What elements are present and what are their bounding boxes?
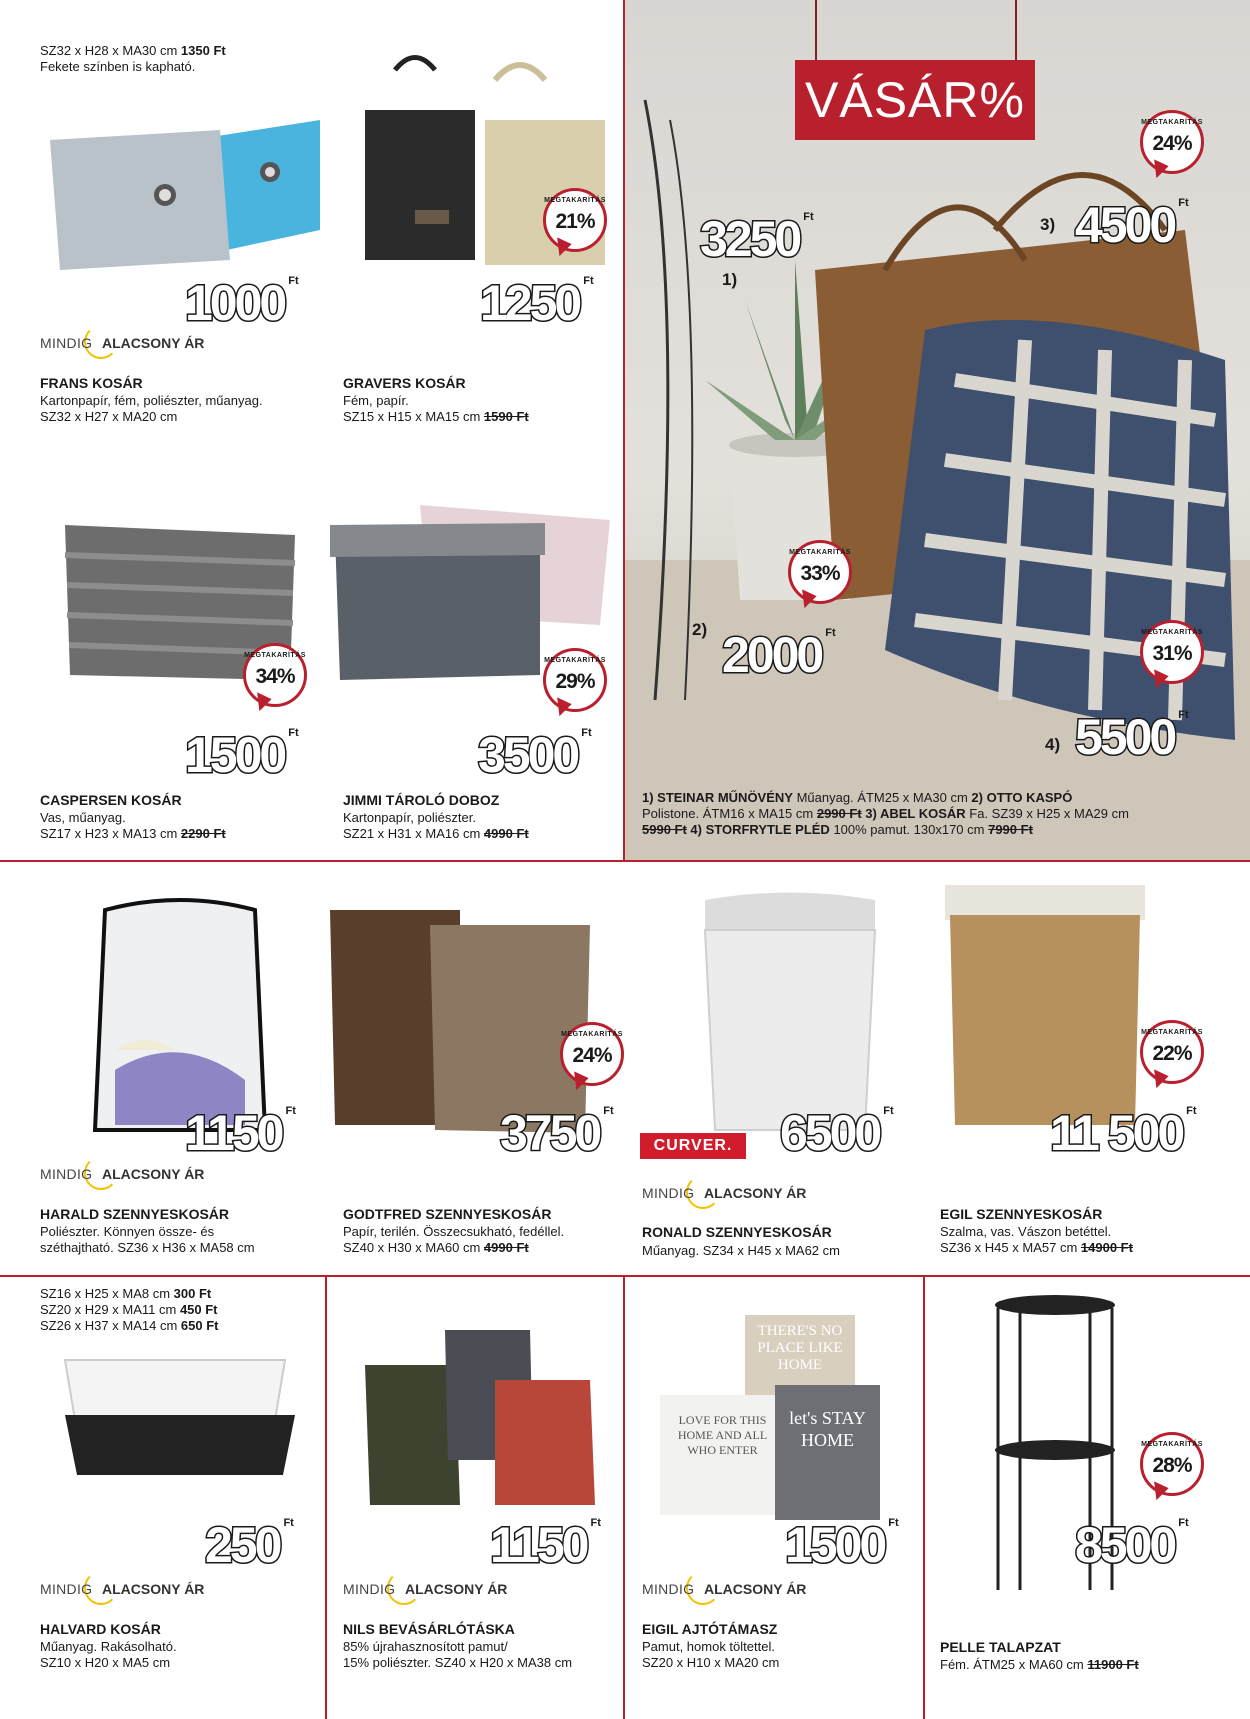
- badge-feature-4: MEGTAKARÍTÁS 31%: [1140, 620, 1204, 690]
- feature-num-2: 2): [692, 620, 708, 639]
- divider-bottom-vertical-1: [325, 1275, 327, 1719]
- badge-caspersen: MEGTAKARÍTÁS 34%: [243, 643, 307, 713]
- banner-string-right: [1015, 0, 1017, 60]
- divider-horizontal-2: [0, 1275, 1250, 1277]
- badge-godtfred: MEGTAKARÍTÁS 24%: [560, 1022, 624, 1092]
- price-feature-1: 3250 $^{Ft}$: [700, 211, 814, 267]
- nils-image: [345, 1290, 605, 1510]
- badge-pelle: MEGTAKARÍTÁS 28%: [1140, 1432, 1204, 1502]
- harald-title: HARALD SZENNYESKOSÁR: [40, 1206, 230, 1222]
- feature-num-1: 1): [722, 270, 738, 289]
- eigil-pillow-back: THERE'S NO PLACE LIKE HOME: [745, 1315, 855, 1435]
- halvard-title: HALVARD KOSÁR: [40, 1621, 161, 1637]
- eigil-image: [650, 1310, 910, 1525]
- sale-banner-percent: %: [979, 72, 1025, 128]
- price-feature-4: 5500 $^{Ft}$: [1075, 709, 1189, 765]
- sale-banner-text: VÁSÁR: [805, 72, 980, 128]
- price-harald: 1150 $^{Ft}$: [185, 1105, 296, 1161]
- jimmi-title: JIMMI TÁROLÓ DOBOZ: [343, 792, 500, 808]
- badge-egil: MEGTAKARÍTÁS 22%: [1140, 1020, 1204, 1090]
- price-eigil: 1500 $^{Ft}$: [785, 1517, 899, 1573]
- egil-desc: Szalma, vas. Vászon betéttel. SZ36 x H45 x MA57 cm 14900 Ft: [940, 1224, 1133, 1255]
- banner-string-left: [815, 0, 817, 60]
- frans-desc: Kartonpapír, fém, poliészter, műanyag. SZ32 x H27 x MA20 cm: [40, 393, 263, 424]
- divider-bottom-vertical-3: [923, 1275, 925, 1719]
- eigil-desc: Pamut, homok töltettel. SZ20 x H10 x MA20 cm: [642, 1639, 780, 1670]
- pelle-desc: Fém. ÁTM25 x MA60 cm 11900 Ft: [940, 1657, 1139, 1672]
- godtfred-title: GODTFRED SZENNYESKOSÁR: [343, 1206, 552, 1222]
- price-godtfred: 3750 $^{Ft}$: [500, 1105, 614, 1161]
- badge-feature-2: MEGTAKARÍTÁS 33%: [788, 540, 852, 610]
- feature-num-4: 4): [1045, 735, 1061, 754]
- price-frans: 1000 $^{Ft}$: [185, 275, 299, 331]
- price-gravers: 1250 $^{Ft}$: [480, 275, 594, 331]
- gravers-desc: Fém, papír. SZ15 x H15 x MA15 cm 1590 Ft: [343, 393, 529, 424]
- divider-horizontal-1: [0, 860, 1250, 862]
- nils-title: NILS BEVÁSÁRLÓTÁSKA: [343, 1621, 515, 1637]
- harald-desc: Poliészter. Könnyen össze- és széthajtható. SZ36 x H36 x MA58 cm: [40, 1224, 255, 1255]
- feature-caption: 1) STEINAR MŰNÖVÉNY Műanyag. ÁTM25 x MA30 cm 2) OTTO KASPÓ Polistone. ÁTM16 x MA15 cm 2990 Ft 3) ABEL KOSÁR Fa. SZ39 x H25 x MA29 cm 5990 Ft 4) STORFRYTLE PLÉD 100% pamut. 130x170 cm 7990 Ft: [642, 790, 1129, 837]
- caspersen-title: CASPERSEN KOSÁR: [40, 792, 182, 808]
- ronald-desc: Műanyag. SZ34 x H45 x MA62 cm: [642, 1243, 840, 1258]
- gravers-title: GRAVERS KOSÁR: [343, 375, 466, 391]
- badge-jimmi: MEGTAKARÍTÁS 29%: [543, 648, 607, 718]
- price-ronald: 6500 $^{Ft}$: [780, 1105, 894, 1161]
- price-feature-3: 4500 $^{Ft}$: [1075, 197, 1189, 253]
- sale-banner: [795, 60, 1035, 140]
- nils-desc: 85% újrahasznosított pamut/ 15% poliészter. SZ40 x H20 x MA38 cm: [343, 1639, 573, 1670]
- egil-image: [940, 880, 1150, 1130]
- frans-image: [40, 110, 330, 270]
- frans-header: SZ32 x H28 x MA30 cm 1350 Ft Fekete színben is kapható.: [40, 43, 226, 74]
- curver-logo: CURVER.: [640, 1133, 746, 1159]
- godtfred-desc: Papír, terilén. Összecsukható, fedéllel. SZ40 x H30 x MA60 cm 4990 Ft: [343, 1224, 565, 1255]
- price-halvard: 250 $^{Ft}$: [205, 1517, 294, 1573]
- pelle-title: PELLE TALAPZAT: [940, 1639, 1061, 1655]
- halvard-image: [55, 1350, 300, 1480]
- price-caspersen: 1500 $^{Ft}$: [185, 727, 299, 783]
- divider-bottom-vertical-2: [623, 1275, 625, 1719]
- frans-title: FRANS KOSÁR: [40, 375, 143, 391]
- egil-title: EGIL SZENNYESKOSÁR: [940, 1206, 1103, 1222]
- badge-gravers: MEGTAKARÍTÁS 21%: [543, 188, 607, 258]
- price-egil: 11 500 $^{Ft}$: [1050, 1105, 1197, 1161]
- ronald-image: [690, 890, 890, 1140]
- price-jimmi: 3500 $^{Ft}$: [478, 727, 592, 783]
- eigil-title: EIGIL AJTÓTÁMASZ: [642, 1621, 778, 1637]
- halvard-desc: Műanyag. Rakásolható. SZ10 x H20 x MA5 cm: [40, 1639, 177, 1670]
- eigil-pillow-right: let's STAY HOME: [775, 1385, 880, 1520]
- price-pelle: 8500 $^{Ft}$: [1075, 1517, 1189, 1573]
- jimmi-desc: Kartonpapír, poliészter. SZ21 x H31 x MA16 cm 4990 Ft: [343, 810, 529, 841]
- price-feature-2: 2000 $^{Ft}$: [722, 627, 836, 683]
- caspersen-desc: Vas, műanyag. SZ17 x H23 x MA13 cm 2290 Ft: [40, 810, 226, 841]
- eigil-pillow-left: LOVE FOR THIS HOME AND ALL WHO ENTER: [660, 1395, 785, 1515]
- godtfred-image: [330, 905, 590, 1135]
- badge-feature-3: MEGTAKARÍTÁS 24%: [1140, 110, 1204, 180]
- price-nils: 1150 $^{Ft}$: [490, 1517, 601, 1573]
- ronald-title: RONALD SZENNYESKOSÁR: [642, 1224, 832, 1240]
- harald-image: [75, 890, 285, 1140]
- feature-num-3: 3): [1040, 215, 1056, 234]
- halvard-sizes: SZ16 x H25 x MA8 cm 300 Ft SZ20 x H29 x MA11 cm 450 Ft SZ26 x H37 x MA14 cm 650 Ft: [40, 1286, 219, 1333]
